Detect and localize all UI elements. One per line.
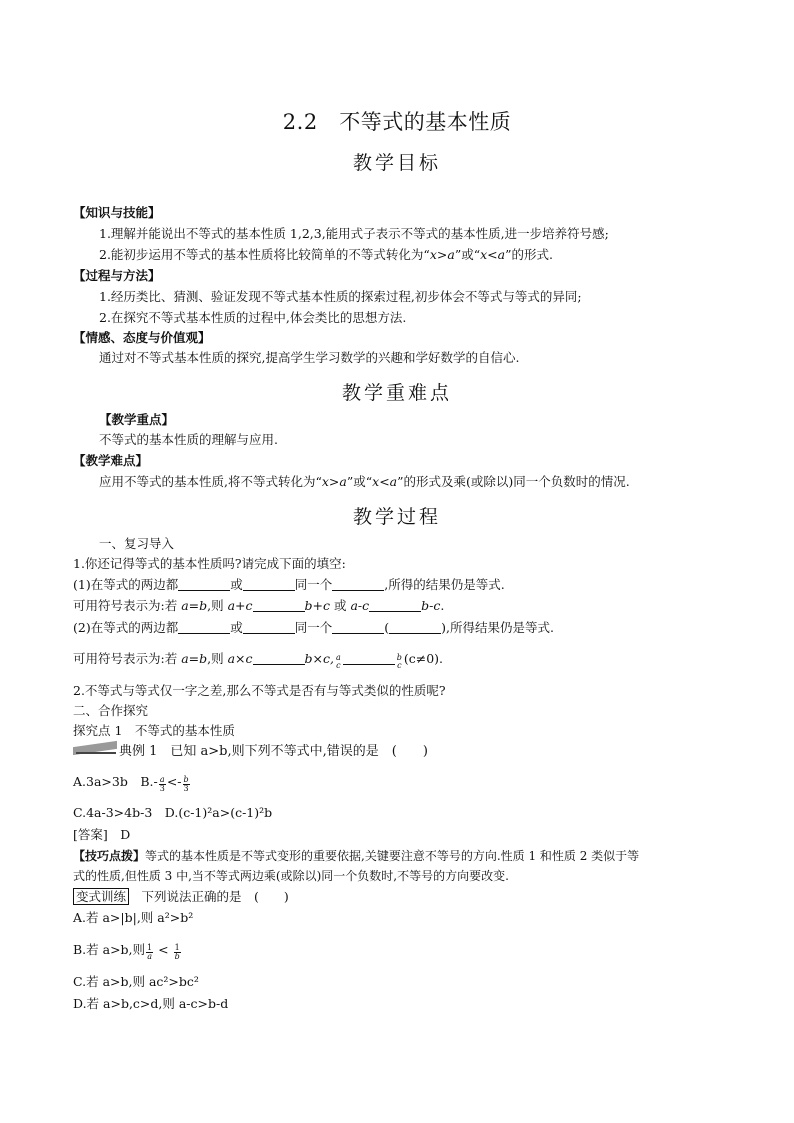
answer: [答案] D — [73, 827, 131, 842]
explore-point-1: 探究点 1 不等式的基本性质 — [73, 723, 235, 738]
example-1-question: 已知 a>b,则下列不等式中,错误的是 ( ) — [157, 744, 428, 759]
fraction-denominator: a — [147, 952, 152, 961]
sym2-text-b: ,则 — [207, 651, 228, 666]
example-1-label: 典例 1 — [119, 744, 158, 759]
q1-1-text-c: 同一个 — [294, 577, 333, 592]
sym1-expr-bmc: b-c — [421, 598, 441, 613]
sym2-expr-axc: a×c — [227, 651, 253, 666]
question-1-part-1 — [73, 577, 505, 593]
q1-1-text-b: 或 — [230, 577, 243, 592]
tip-line-1 — [73, 848, 639, 864]
process-goal-1: 1.经历类比、猜测、验证发现不等式基本性质的探索过程,初步体会不等式与等式的异同; — [99, 289, 582, 304]
variant-training-label: 变式训练 — [73, 888, 129, 905]
fraction-numerator: 1 — [147, 943, 153, 952]
fill-blank — [253, 652, 305, 665]
fill-blank — [178, 578, 230, 591]
goal-2 — [99, 247, 553, 263]
goal-2-expr-2: x<a — [480, 247, 506, 262]
example-options-ab — [73, 774, 191, 793]
difficulty-text-b: ”或“ — [346, 474, 373, 489]
section-heading-process: 教学过程 — [352, 506, 441, 528]
fill-blank — [332, 621, 384, 634]
question-1-part-2 — [73, 620, 554, 636]
example-banner-icon — [73, 744, 117, 756]
fraction-b-over-c — [396, 654, 403, 670]
fraction-numerator: b — [396, 653, 402, 662]
variant-option-b — [73, 942, 182, 961]
goal-2-text-a: 2.能初步运用不等式的基本性质将比较简单的不等式转化为“ — [99, 247, 430, 262]
fill-blank — [389, 621, 441, 634]
tip-text-1: 等式的基本性质是不等式变形的重要依据,关键要注意不等号的方向.性质 1 和性质 2 类似于等 — [145, 849, 640, 863]
fraction-numerator: a — [335, 653, 341, 662]
goal-2-text-c: ”的形式. — [505, 247, 553, 262]
sym2-text-a: 可用符号表示为:若 — [73, 651, 182, 666]
section-heading-goals: 教学目标 — [352, 152, 441, 174]
fill-blank — [332, 578, 384, 591]
difficulty-text — [99, 474, 630, 490]
key-point-text: 不等式的基本性质的理解与应用. — [99, 432, 278, 447]
heading-process-method: 【过程与方法】 — [73, 268, 161, 283]
goal-2-expr-1: x>a — [429, 247, 455, 262]
difficulty-text-c: ”的形式及乘(或除以)同一个负数时的情况. — [397, 474, 630, 489]
q1-2-text-d: ( — [384, 620, 390, 635]
q1-2-text-a: (2)在等式的两边都 — [73, 620, 179, 635]
variant-option-d: D.若 a>b,c>d,则 a-c>b-d — [73, 996, 229, 1011]
q1-2-text-e: ),所得结果仍是等式. — [441, 620, 554, 635]
page-title: 2.2 不等式的基本性质 — [282, 110, 512, 134]
sym1-text-or: 或 — [330, 598, 351, 613]
fraction-denominator: 3 — [183, 784, 189, 793]
difficulty-expr-2: x<a — [372, 474, 398, 489]
section-heading-key-points: 教学重难点 — [341, 382, 452, 404]
variant-training — [73, 889, 289, 905]
fraction-denominator: c — [336, 661, 341, 670]
q1-1-text-a: (1)在等式的两边都 — [73, 577, 179, 592]
difficulty-expr-1: x>a — [321, 474, 347, 489]
sym1-expr-amc: a-c — [350, 598, 370, 613]
fraction-denominator: 3 — [159, 784, 165, 793]
subsection-review: 一、复习导入 — [99, 536, 175, 551]
fraction-b-over-3 — [183, 776, 190, 793]
sym1-text-end: . — [440, 598, 445, 613]
goal-2-text-b: ”或“ — [454, 247, 481, 262]
sym1-expr-bc: b+c — [304, 598, 330, 613]
fill-blank — [243, 621, 295, 634]
fill-blank — [243, 578, 295, 591]
process-goal-2: 2.在探究不等式基本性质的过程中,体会类比的思想方法. — [99, 310, 407, 325]
example-options-cd — [73, 805, 272, 821]
subsection-cooperative: 二、合作探究 — [73, 703, 149, 718]
sym2-expr-bxc: b×c, — [304, 651, 334, 666]
tip-label: 【技巧点拨】 — [73, 849, 146, 863]
heading-key-point: 【教学重点】 — [99, 412, 175, 427]
q1-1-text-d: ,所得的结果仍是等式. — [384, 577, 505, 592]
q1-2-text-b: 或 — [230, 620, 243, 635]
sym1-text-b: ,则 — [207, 598, 228, 613]
variant-option-c: C.若 a>b,则 ac²>bc² — [73, 974, 199, 989]
fraction-numerator: a — [159, 775, 165, 784]
tip-line-2: 式的性质,但性质 3 中,当不等式两边乘(或除以)同一个负数时,不等号的方向要改变. — [73, 869, 509, 883]
fill-blank — [343, 652, 395, 665]
example-1 — [73, 744, 428, 760]
heading-emotion-values: 【情感、态度与价值观】 — [73, 330, 211, 345]
symbol-expression-1 — [73, 598, 444, 614]
sym1-expr-ab: a=b — [181, 598, 208, 613]
heading-knowledge-skills: 【知识与技能】 — [73, 205, 161, 220]
sym1-expr-ac: a+c — [227, 598, 253, 613]
fraction-a-over-3 — [159, 776, 166, 793]
variant-b-prefix: B.若 a>b,则 — [73, 942, 146, 957]
sym2-condition: (c≠0). — [403, 651, 444, 666]
fraction-a-over-c — [335, 654, 342, 670]
option-b-prefix: B.- — [127, 774, 158, 789]
sym2-expr-ab: a=b — [181, 651, 208, 666]
emotion-goal: 通过对不等式基本性质的探究,提高学生学习数学的兴趣和学好数学的自信心. — [99, 350, 520, 365]
fill-blank — [253, 599, 305, 612]
fraction-numerator: b — [183, 775, 189, 784]
fraction-numerator: 1 — [174, 943, 180, 952]
option-b-middle: <- — [166, 774, 182, 789]
fill-blank — [178, 621, 230, 634]
question-1: 1.你还记得等式的基本性质吗?请完成下面的填空: — [73, 556, 346, 571]
fraction-1-over-a — [146, 944, 153, 961]
variant-training-question: 下列说法正确的是 ( ) — [129, 889, 289, 904]
fraction-denominator: b — [174, 952, 180, 961]
question-2: 2.不等式与等式仅一字之差,那么不等式是否有与等式类似的性质呢? — [73, 683, 446, 698]
fraction-denominator: c — [397, 661, 402, 670]
option-d: D.(c-1)²a>(c-1)²b — [152, 805, 273, 820]
fill-blank — [369, 599, 421, 612]
difficulty-text-a: 应用不等式的基本性质,将不等式转化为“ — [99, 474, 322, 489]
symbol-expression-2 — [73, 651, 443, 670]
heading-difficulty: 【教学难点】 — [73, 453, 149, 468]
goal-1: 1.理解并能说出不等式的基本性质 1,2,3,能用式子表示不等式的基本性质,进一步培养符号感; — [99, 226, 609, 241]
sym1-text-a: 可用符号表示为:若 — [73, 598, 182, 613]
fraction-1-over-b — [174, 944, 181, 961]
q1-2-text-c: 同一个 — [294, 620, 333, 635]
option-a: A.3a>3b — [73, 774, 128, 789]
option-c: C.4a-3>4b-3 — [73, 805, 153, 820]
variant-option-a: A.若 a>|b|,则 a²>b² — [73, 910, 194, 925]
variant-b-middle: < — [154, 942, 173, 957]
